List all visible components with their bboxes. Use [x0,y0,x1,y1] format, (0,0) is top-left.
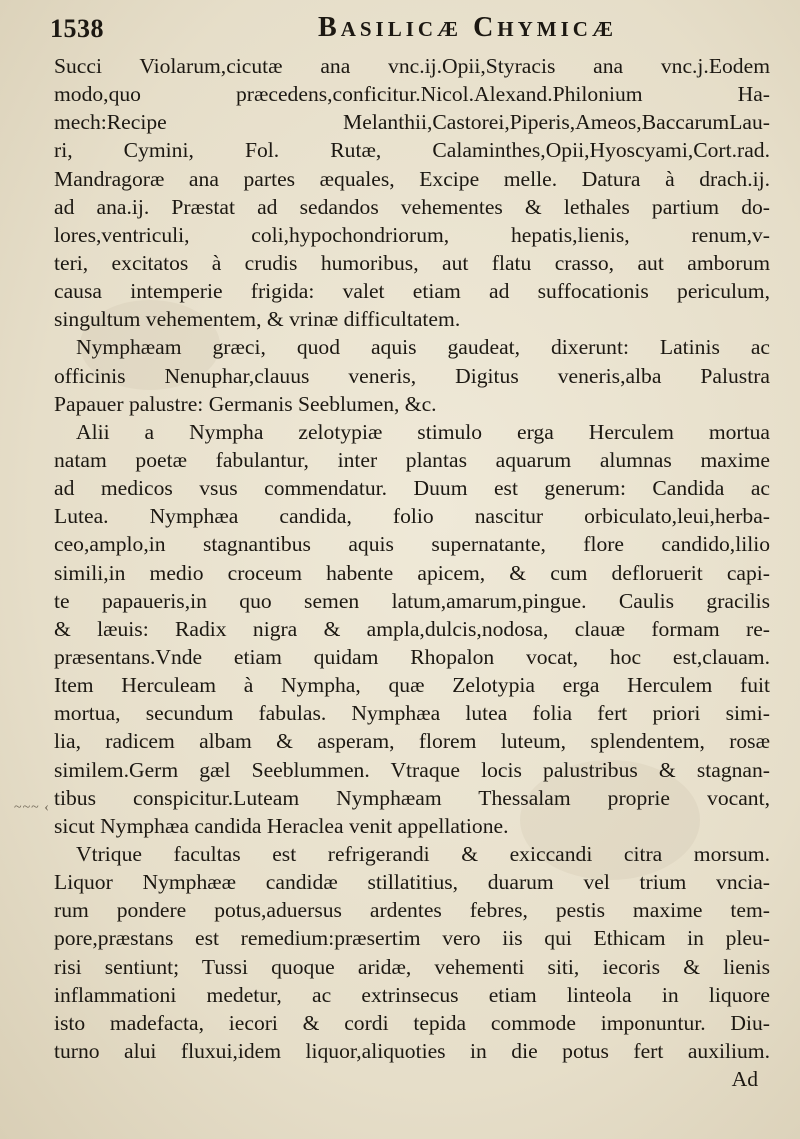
text-line: modo,quo præcedens,conficitur.Nicol.Alexand.Philonium Ha- [54,82,770,107]
text-line: isto madefacta, iecori & cordi tepida commode imponuntur. Diu- [54,1010,770,1035]
text-line: ri, Cymini, Fol. Rutæ, Calaminthes,Opii,Hyoscyami,Cort.rad. [54,138,770,163]
text-line: ceo,amplo,in stagnantibus aquis supernatante, flore candido,lilio [54,532,770,557]
running-title-word-1-rest: ASILICÆ [340,17,463,41]
text-line: Mandragoræ ana partes æquales, Excipe melle. Datura à drach.ij. [54,166,770,191]
text-line: præsentans.Vnde etiam quidam Rhopalon vocat, hoc est,clauam. [54,644,770,669]
text-line: Item Herculeam à Nympha, quæ Zelotypia erga Herculem fuit [54,673,770,698]
text-line: rum pondere potus,aduersus ardentes febres, pestis maxime tem- [54,898,770,923]
text-line: singultum vehementem, & vrinæ difficultatem. [54,307,461,332]
running-title-initial-1: B [318,12,341,43]
text-line: Nymphæam græci, quod aquis gaudeat, dixerunt: Latinis ac [76,335,770,360]
text-line: Papauer palustre: Germanis Seeblumen, &c. [54,391,437,416]
page-number: 1538 [50,14,104,43]
margin-note: ~~~ ‹ [14,800,50,815]
running-title-word-2-rest: HYMICÆ [497,17,617,41]
text-line: Vtrique facultas est refrigerandi & exiccandi citra morsum. [76,841,770,866]
text-line: lores,ventriculi, coli,hypochondriorum, hepatis,lienis, renum,v- [54,222,770,247]
text-line: Alii a Nympha zelotypiæ stimulo erga Herculem mortua [76,419,770,444]
text-line: simili,in medio croceum habente apicem, & cum defloruerit capi- [54,560,770,585]
running-title [318,12,617,44]
text-line: ad medicos vsus commendatur. Duum est generum: Candida ac [54,476,770,501]
text-line: Lutea. Nymphæa candida, folio nascitur orbiculato,leui,herba- [54,504,770,529]
text-line: Liquor Nymphææ candidæ stillatitius, duarum vel trium vncia- [54,870,770,895]
text-line: inflammationi medetur, ac extrinsecus etiam linteola in liquore [54,982,770,1007]
text-line: teri, excitatos à crudis humoribus, aut flatu crasso, aut amborum [54,250,770,275]
running-title-initial-2: C [473,12,498,43]
text-line: mortua, secundum fabulas. Nymphæa lutea folia fert priori simi- [54,701,770,726]
text-line: causa intemperie frigida: valet etiam ad suffocationis periculum, [54,279,770,304]
text-line: turno alui fluxui,idem liquor,aliquoties in die potus fert auxilium. [54,1038,770,1063]
text-line: mech:Recipe Melanthii,Castorei,Piperis,Ameos,BaccarumLau- [54,110,770,135]
body-text [54,52,770,1093]
text-line: risi sentiunt; Tussi quoque aridæ, vehementi siti, iecoris & lienis [54,954,770,979]
text-line: te papaueris,in quo semen latum,amarum,pingue. Caulis gracilis [54,588,770,613]
text-line: tibus conspicitur.Luteam Nymphæam Thessalam proprie vocant, [54,785,770,810]
text-line: lia, radicem albam & asperam, florem luteum, splendentem, rosæ [54,729,770,754]
text-line: ad ana.ij. Præstat ad sedandos vehementes & lethales partium do- [54,194,770,219]
text-line: officinis Nenuphar,clauus veneris, Digitus veneris,alba Palustra [54,363,770,388]
page-header [50,8,770,52]
text-line: natam poetæ fabulantur, inter plantas aquarum alumnas maxime [54,447,770,472]
text-line: similem.Germ gæl Seeblummen. Vtraque locis palustribus & stagnan- [54,757,770,782]
catchword: Ad [731,1067,758,1092]
text-line: sicut Nymphæa candida Heraclea venit appellatione. [54,813,509,838]
text-line: & læuis: Radix nigra & ampla,dulcis,nodosa, clauæ formam re- [54,616,770,641]
text-line: Succi Violarum,cicutæ ana vnc.ij.Opii,Styracis ana vnc.j.Eodem [54,54,770,78]
margin-mark [14,800,50,816]
text-line: pore,præstans est remedium:præsertim vero iis qui Ethicam in pleu- [54,926,770,951]
